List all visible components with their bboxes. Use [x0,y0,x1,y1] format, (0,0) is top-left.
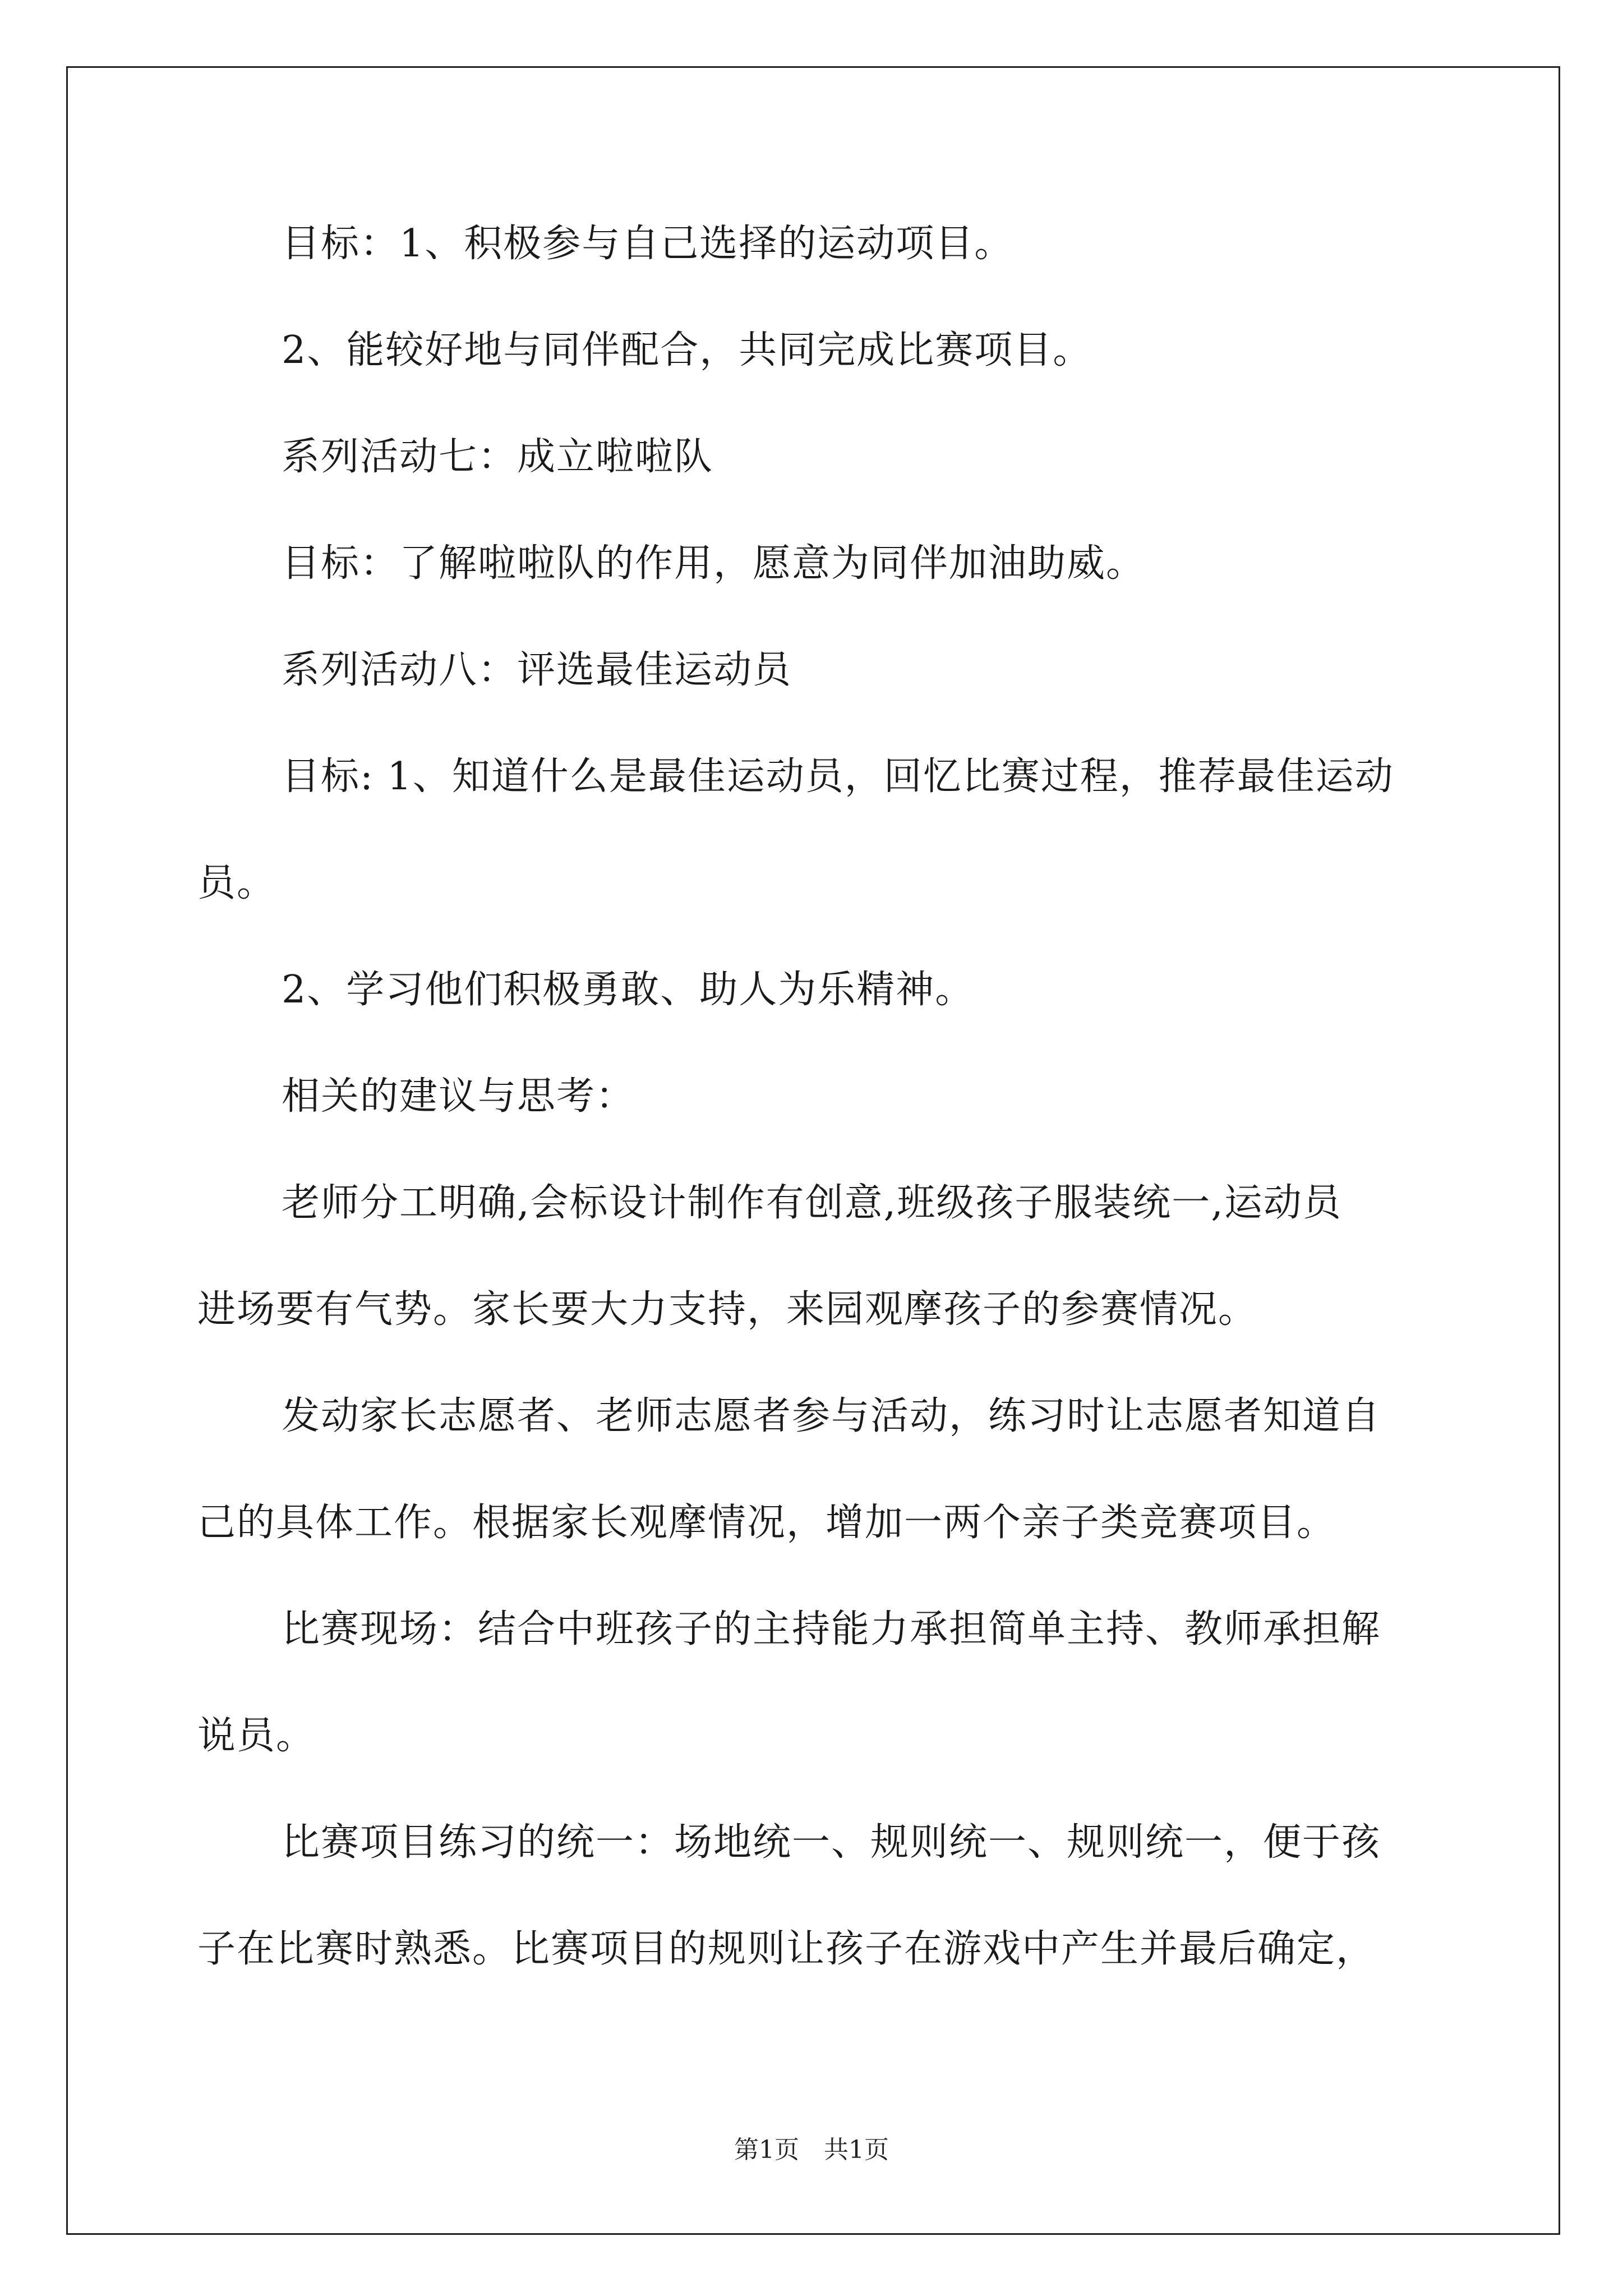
paragraph-line: 2、能较好地与同伴配合，共同完成比赛项目。 [282,328,1092,372]
paragraph-line: 老师分工明确,会标设计制作有创意,班级孩子服装统一,运动员 [282,1181,1342,1225]
page-border [66,66,1560,2235]
section-heading: 系列活动八：评选最佳运动员 [282,648,792,692]
section-heading: 系列活动七：成立啦啦队 [282,435,714,479]
page-footer: 第1页 共1页 [734,2136,889,2164]
paragraph-line: 子在比赛时熟悉。比赛项目的规则让孩子在游戏中产生并最后确定， [197,1927,1376,1971]
paragraph-line: 目标：1、积极参与自己选择的运动项目。 [282,222,1014,266]
paragraph-line: 员。 [197,861,276,905]
paragraph-line: 比赛项目练习的统一：场地统一、规则统一、规则统一，便于孩 [282,1820,1381,1865]
paragraph-line: 进场要有气势。家长要大力支持，来园观摩孩子的参赛情况。 [197,1287,1258,1332]
paragraph-line: 发动家长志愿者、老师志愿者参与活动，练习时让志愿者知道自 [282,1394,1381,1438]
paragraph-line: 目标：了解啦啦队的作用，愿意为同伴加油助威。 [282,541,1146,586]
section-heading: 相关的建议与思考： [282,1074,635,1119]
paragraph-line: 2、学习他们积极勇敢、助人为乐精神。 [282,968,975,1012]
paragraph-line: 说员。 [197,1714,316,1758]
paragraph-line: 比赛现场：结合中班孩子的主持能力承担简单主持、教师承担解 [282,1607,1381,1651]
paragraph-line: 己的具体工作。根据家长观摩情况，增加一两个亲子类竞赛项目。 [197,1501,1336,1545]
paragraph-line: 目标: 1、知道什么是最佳运动员，回忆比赛过程，推荐最佳运动 [282,754,1394,799]
